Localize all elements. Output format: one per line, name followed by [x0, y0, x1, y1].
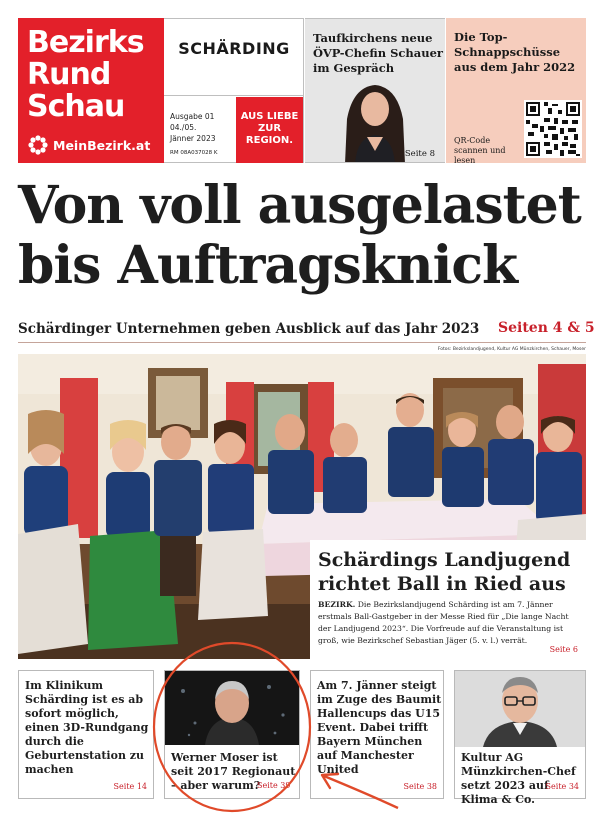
card-title: Werner Moser ist seit 2017 Regionaut – aber warum? — [171, 751, 296, 792]
story-dateline: BEZIRK. — [318, 600, 356, 609]
logo-line-3: Schau — [27, 89, 125, 124]
photo-credit: Fotos: Bezirkslandjugend, Kultur AG Münzkirchen, Schauer, Moser — [437, 347, 586, 352]
portrait-glasses-man-image — [455, 671, 585, 747]
slogan-badge — [236, 97, 303, 163]
flower-icon — [28, 135, 48, 155]
issue-number: Ausgabe 01 — [170, 112, 215, 121]
slogan-line-1: AUS LIEBE — [240, 111, 299, 122]
teaser-kultur-ag[interactable] — [454, 670, 586, 806]
werner-moser-image — [165, 671, 299, 745]
issue-date-1: 04./05. — [170, 123, 197, 132]
card-page: Seite 14 — [113, 782, 147, 791]
lead-story[interactable] — [310, 540, 586, 659]
qr-code[interactable] — [524, 100, 582, 158]
headline-line-2: bis Auftragsknick — [18, 235, 518, 296]
logo-site — [28, 135, 150, 155]
headline-line-1: Von voll ausgelastet — [18, 175, 581, 236]
card-page: Seite 38 — [403, 782, 437, 791]
teaser-title: Taufkirchens neue ÖVP-Chefin Schauer im Gespräch — [313, 31, 443, 75]
qr-label: QR-Code scannen und lesen — [454, 136, 506, 165]
teaser-schnappschuesse[interactable] — [446, 18, 586, 163]
teaser-oevp-chefin[interactable] — [305, 18, 445, 163]
issue-date-2: Jänner 2023 — [170, 134, 216, 143]
headline-page-ref[interactable]: Seiten 4 & 5 — [498, 320, 595, 336]
card-title: Im Klinikum Schärding ist es ab sofort möglich, einen 3D-Rundgang durch die Geburtenstation zu machen — [25, 679, 149, 776]
logo-line-1: Bezirks — [27, 25, 144, 60]
region-name: SCHÄRDING — [178, 39, 290, 58]
card-page: Seite 34 — [545, 782, 579, 791]
story-page: Seite 6 — [549, 645, 578, 654]
card-title: Am 7. Jänner steigt im Zuge des Baumit Hallencups das U15 Event. Dabei trifft Bayern München auf Manchester United — [317, 679, 442, 776]
edition-box — [164, 18, 304, 163]
slogan-line-2: ZUR — [257, 123, 282, 134]
teaser-title: Die Top-Schnappschüsse aus dem Jahr 2022 — [454, 30, 576, 74]
story-title-line-1: Schärdings Landjugend — [318, 549, 571, 571]
teaser-klinikum[interactable] — [18, 670, 154, 799]
story-title — [318, 548, 586, 596]
headline-rule — [18, 342, 586, 343]
portrait-man-image — [165, 671, 299, 745]
headline-subline: Schärdinger Unternehmen geben Ausblick auf das Jahr 2023 — [18, 321, 480, 337]
slogan-line-3: REGION. — [245, 135, 294, 146]
logo-site-text: MeinBezirk.at — [53, 137, 151, 153]
story-text: Die Bezirkslandjugend Schärding ist am 7. Jänner erstmals Ball-Gastgeber in der Messe Ried für „Die lange Nacht der Landjugend 2023“. Die Vorfreude auf die Veranstaltung ist groß, wie Bezirkschef Sebastian Jäger (5. v. l.) verrät. — [318, 600, 569, 645]
issue-info — [170, 111, 232, 159]
logo-line-2: Rund — [27, 57, 111, 92]
kultur-ag-image — [455, 671, 585, 747]
teaser-werner-moser[interactable] — [164, 670, 300, 799]
card-title: Kultur AG Münzkirchen-Chef setzt 2023 auf Klima & Co. — [461, 751, 576, 806]
card-page: Seite 39 — [257, 781, 291, 790]
qr-code-icon — [524, 100, 582, 158]
edition-divider — [164, 95, 304, 96]
brand-logo[interactable] — [18, 18, 164, 163]
rm-code: RM 08A037028 K — [170, 150, 218, 156]
teaser-page: Seite 8 — [404, 149, 435, 159]
teaser-hallencup[interactable] — [310, 670, 444, 799]
main-headline[interactable] — [18, 176, 598, 296]
story-body — [318, 599, 584, 647]
story-title-line-2: richtet Ball in Ried aus — [318, 573, 566, 595]
